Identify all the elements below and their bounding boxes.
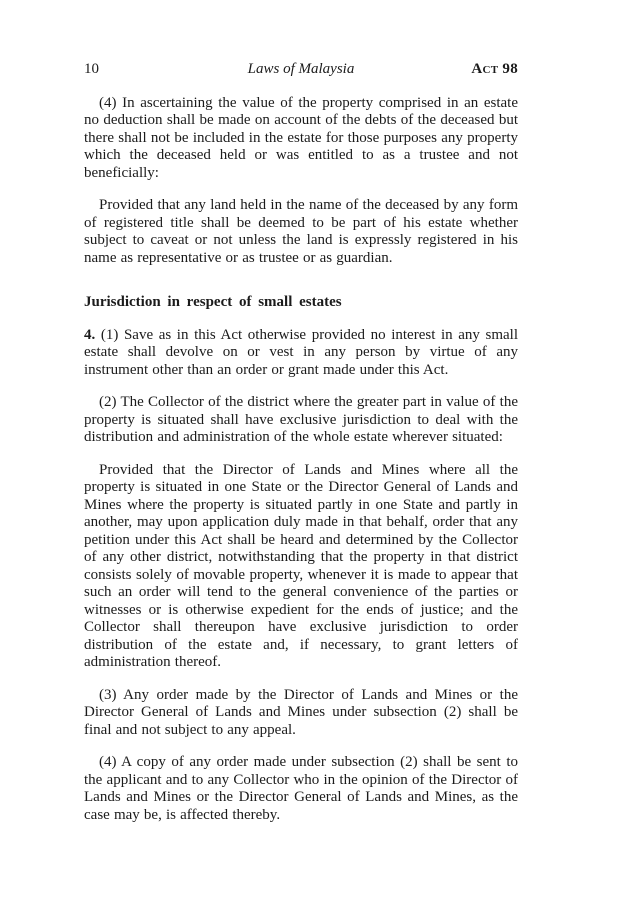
document-title: Laws of Malaysia bbox=[247, 61, 355, 77]
clause-4-2: (2) The Collector of the district where the greater part in value of the property is situated shall have exclusive jurisdiction to deal with the distribution and administration of the whole estate wherever situated: bbox=[84, 394, 518, 445]
clause-4-2-proviso: Provided that the Director of Lands and Mines where all the property is situated in one State or the Director General of Lands and Mines where the property is situated partly in one State and partly in another, may upon application duly made in that behalf, order that any petition under this Act shall be heard and determined by the Collector of any other district, notwithstanding that the property in that district consists solely of movable property, whenever it is made to appear that such an order will tend to the general convenience of the parties or witnesses or is otherwise expedient for the ends of justice; and the Collector shall thereupon have exclusive jurisdiction to order distribution of the estate and, if necessary, to grant letters of administration thereof. bbox=[84, 461, 518, 670]
section-4-heading: Jurisdiction in respect of small estates bbox=[84, 294, 342, 310]
page-number: 10 bbox=[84, 61, 99, 77]
page-header bbox=[84, 61, 518, 79]
clause-3-4-proviso: Provided that any land held in the name of the deceased by any form of registered title shall be deemed to be part of his estate whether subject to caveat or not unless the land is expressly registered in his name as representative or as trustee or as guardian. bbox=[84, 197, 518, 266]
clause-4-4: (4) A copy of any order made under subsection (2) shall be sent to the applicant and to any Collector who in the opinion of the Director of Lands and Mines or the Director General of Lands and Mines, as the case may be, is affected thereby. bbox=[84, 754, 518, 823]
section-4-number: 4. bbox=[84, 326, 96, 343]
clause-4-3: (3) Any order made by the Director of Lands and Mines or the Director General of Lands and Mines under subsection (2) shall be final and not subject to any appeal. bbox=[84, 686, 518, 738]
clause-3-4: (4) In ascertaining the value of the property comprised in an estate no deduction shall be made on account of the debts of the deceased but there shall not be included in the estate for those purposes any property which the deceased held or was entitled to as a trustee and not beneficially: bbox=[84, 94, 518, 181]
clause-4-1-text: (1) Save as in this Act otherwise provided no interest in any small estate shall devolve on or vest in any person by virtue of any instrument other than an order or grant made under this Act. bbox=[84, 326, 518, 378]
act-number: Act 98 bbox=[471, 61, 518, 77]
clause-4-1 bbox=[84, 327, 518, 380]
